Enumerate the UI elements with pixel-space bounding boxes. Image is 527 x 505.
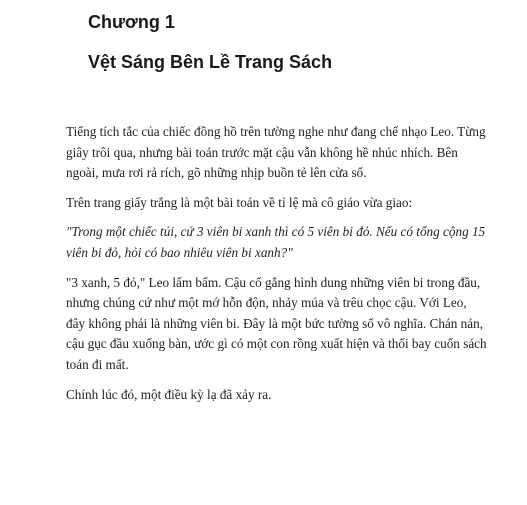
chapter-label: Chương 1 (88, 12, 175, 32)
paragraph: Chính lúc đó, một điều kỳ lạ đã xảy ra. (66, 386, 272, 402)
chapter-body (66, 122, 488, 414)
math-problem-quote: "Trong một chiếc túi, cứ 3 viên bi xanh thì có 5 viên bi đỏ. Nếu có tổng cộng 15 viên bi đỏ, hỏi có bao nhiêu viên bi xanh?" (66, 224, 486, 260)
chapter-title: Vệt Sáng Bên Lề Trang Sách (88, 52, 333, 72)
paragraph: "3 xanh, 5 đỏ," Leo lẩm bẩm. Cậu cố gắng hình dung những viên bi trong đầu, nhưng chúng cứ như một mớ hỗn độn, nhảy múa và trêu chọc cậu. Với Leo, đây không phải là những viên bi. Đây là một bức tường số vô nghĩa. Chán nản, cậu gục đầu xuống bàn, ước gì có một con rồng xuất hiện và thổi bay cuốn sách toán đi mất. (66, 274, 487, 372)
paragraph: Trên trang giấy trắng là một bài toán về tỉ lệ mà cô giáo vừa giao: (66, 194, 413, 210)
paragraph: Tiếng tích tắc của chiếc đồng hồ trên tường nghe như đang chế nhạo Leo. Từng giây trôi qua, nhưng bài toán trước mặt cậu vẫn không hề nhúc nhích. Bên ngoài, mưa rơi rả rích, gõ những nhịp buồn tẻ lên cửa sổ. (66, 124, 486, 181)
